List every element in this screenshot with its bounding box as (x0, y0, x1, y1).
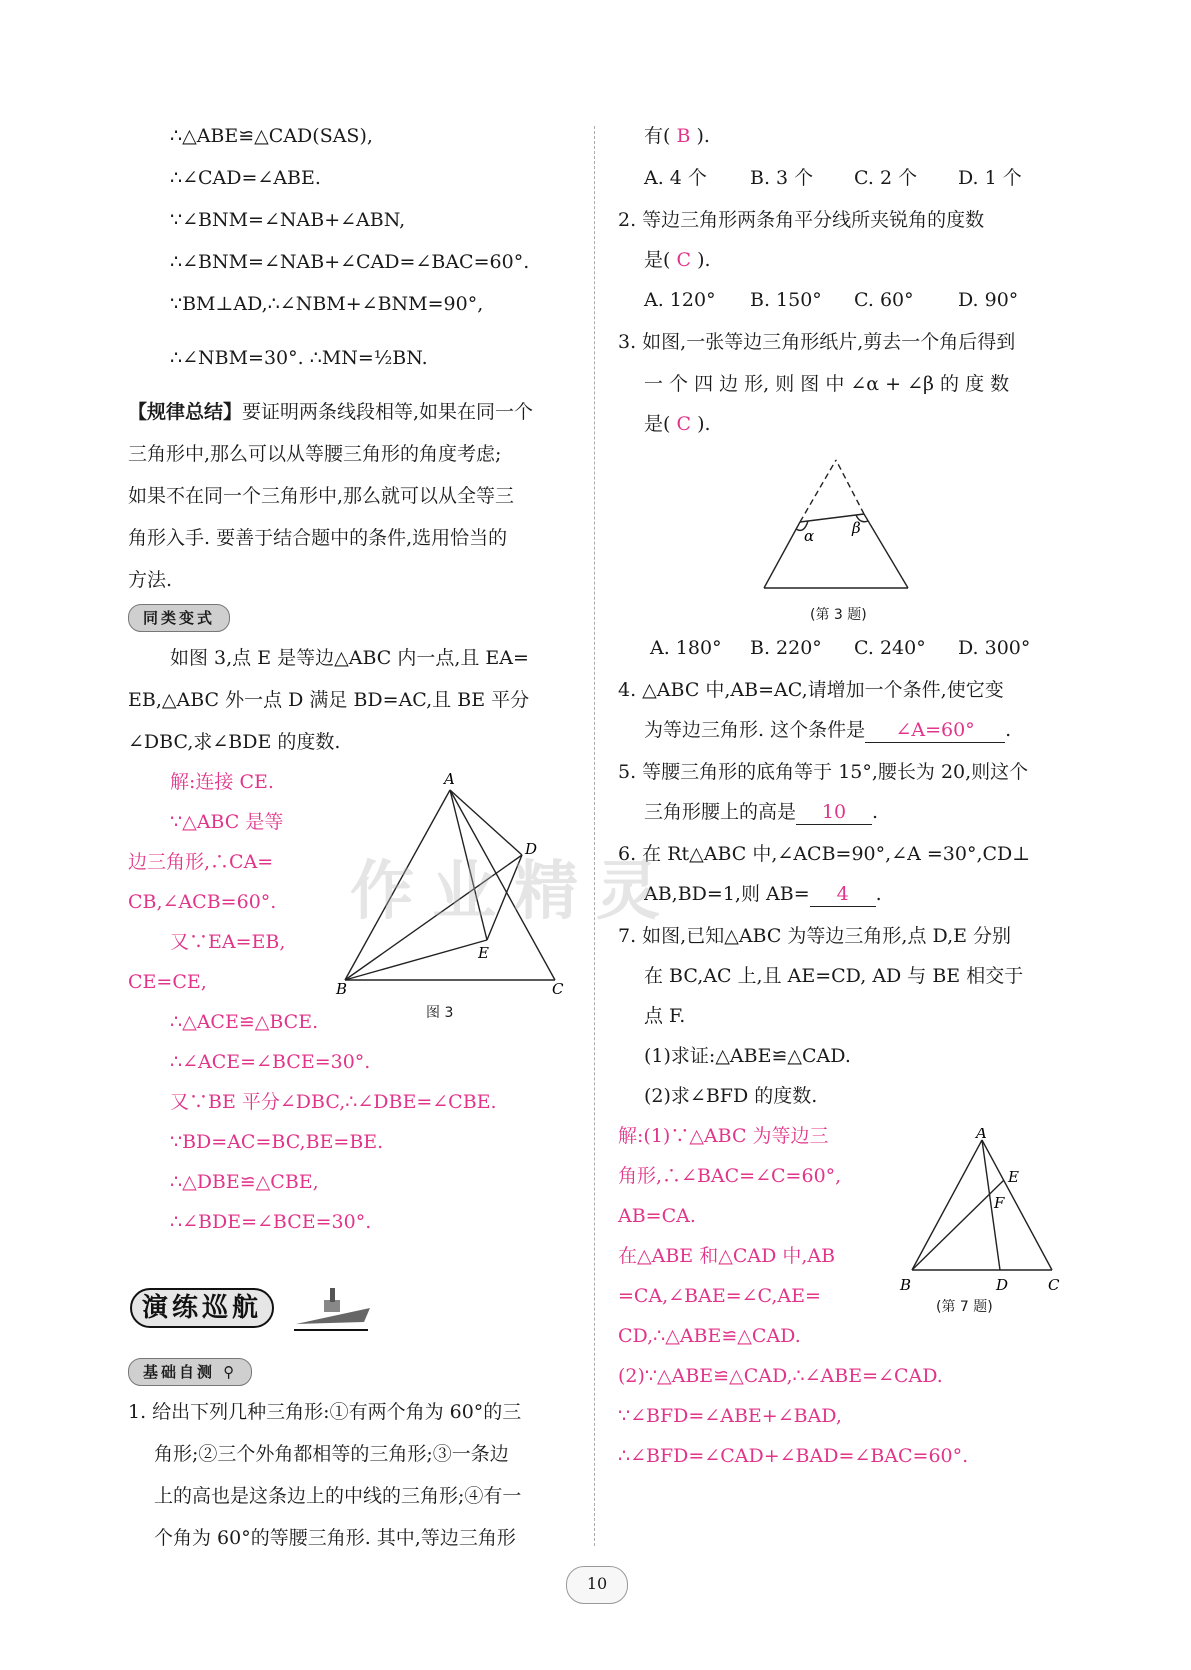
q6-line: 6. 在 Rt△ABC 中,∠ACB=90°,∠A =30°,CD⊥ (618, 843, 1031, 865)
label-c: C (552, 980, 564, 998)
variant-problem-line: 如图 3,点 E 是等边△ABC 内一点,且 EA= (170, 647, 529, 669)
q3-option-b: B. 220° (750, 637, 822, 659)
proof-line: ∴∠CAD=∠ABE. (170, 167, 321, 189)
q1-option-a: A. 4 个 (644, 167, 707, 189)
basic-test-tag (128, 1358, 252, 1386)
q2-option-a: A. 120° (644, 289, 716, 311)
q3-left-edge (764, 522, 800, 588)
segment-be (345, 940, 487, 980)
summary-line: 如果不在同一个三角形中,那么就可以从全等三 (128, 485, 515, 507)
q7-label-d: D (996, 1276, 1009, 1294)
ship-icon (294, 1278, 374, 1334)
q4-tail-prefix: 为等边三角形. 这个条件是 (644, 719, 866, 741)
q7-label-f: F (994, 1194, 1005, 1212)
proof-line: ∴∠BNM=∠NAB+∠CAD=∠BAC=60°. (170, 251, 530, 273)
q1-tail-suffix: ). (696, 125, 710, 147)
q2-option-d: D. 90° (958, 289, 1019, 311)
column-divider (594, 126, 595, 1546)
q7-solution-line: ∴∠BFD=∠CAD+∠BAD=∠BAC=60°. (618, 1445, 969, 1467)
q7-line: 在 BC,AC 上,且 AE=CD, AD 与 BE 相交于 (644, 965, 1024, 987)
proof-line: ∴∠NBM=30°. ∴MN=½BN. (170, 347, 428, 369)
label-a: A (444, 770, 455, 788)
q2-tail (644, 248, 711, 272)
q1-option-d: D. 1 个 (958, 167, 1022, 189)
q3-tail-suffix: ). (697, 413, 711, 435)
q4-tail-suffix: . (1005, 719, 1012, 741)
q7-diagram (898, 1128, 1068, 1298)
q2-tail-prefix: 是( (644, 249, 671, 271)
q3-caption: (第 3 题) (810, 607, 867, 623)
variant-tag: 同类变式 (128, 604, 230, 632)
q7-line: 点 F. (644, 1005, 686, 1027)
practice-banner-text: 演练巡航 (130, 1288, 274, 1328)
proof-line: ∵BM⊥AD,∴∠NBM+∠BNM=90°, (170, 293, 484, 315)
label-b: B (336, 980, 348, 998)
q6-answer: 4 (810, 882, 876, 907)
q7-solution-line: 角形,∴∠BAC=∠C=60°, (618, 1165, 842, 1187)
q6-tail-suffix: . (875, 883, 882, 905)
q3-tail-prefix: 是( (644, 413, 671, 435)
q3-line: 一 个 四 边 形, 则 图 中 ∠α + ∠β 的 度 数 (644, 373, 1010, 395)
solution-line: CE=CE, (128, 971, 207, 993)
summary-line: 方法. (128, 569, 173, 591)
summary-line: 角形入手. 要善于结合题中的条件,选用恰当的 (128, 527, 508, 549)
q7-solution-line: (2)∵△ABE≌△CAD,∴∠ABE=∠CAD. (618, 1365, 943, 1387)
solution-line: ∵△ABC 是等 (170, 811, 284, 833)
q7-solution-line: =CA,∠BAE=∠C,AE= (618, 1285, 821, 1307)
q2-answer: C (676, 249, 692, 271)
solution-line: 解:连接 CE. (170, 771, 274, 793)
q6-tail-prefix: AB,BD=1,则 AB= (644, 883, 810, 905)
variant-problem-line: ∠DBC,求∠BDE 的度数. (128, 731, 341, 753)
q1-line: 个角为 60°的等腰三角形. 其中,等边三角形 (154, 1527, 516, 1549)
q1-tail-prefix: 有( (644, 125, 671, 147)
q3-option-d: D. 300° (958, 637, 1031, 659)
practice-banner (124, 1278, 374, 1334)
solution-line: ∴∠ACE=∠BCE=30°. (170, 1051, 371, 1073)
q7-solution-line: ∵∠BFD=∠ABE+∠BAD, (618, 1405, 842, 1427)
basic-test-label: 基础自测 (143, 1363, 216, 1381)
q3-dashed-right (836, 460, 864, 514)
q4-line: 4. △ABC 中,AB=AC,请增加一个条件,使它变 (618, 679, 1004, 701)
q3-dashed-left (800, 460, 836, 522)
q7-label-b: B (900, 1276, 912, 1294)
q3-label-alpha: α (804, 527, 815, 545)
proof-line: ∴△ABE≌△CAD(SAS), (170, 125, 373, 147)
q7-line: (2)求∠BFD 的度数. (644, 1085, 818, 1107)
solution-line: ∴△ACE≌△BCE. (170, 1011, 319, 1033)
q5-tail (644, 800, 878, 825)
solution-line: 边三角形,∴CA= (128, 851, 274, 873)
q7-line: (1)求证:△ABE≌△CAD. (644, 1045, 851, 1067)
watermark: 作业精灵 (350, 855, 678, 929)
solution-line: CB,∠ACB=60°. (128, 891, 277, 913)
q7-label-e: E (1008, 1168, 1019, 1186)
q2-line: 2. 等边三角形两条角平分线所夹锐角的度数 (618, 209, 985, 231)
q5-line: 5. 等腰三角形的底角等于 15°,腰长为 20,则这个 (618, 761, 1029, 783)
q7-solution-line: 在△ABE 和△CAD 中,AB (618, 1245, 836, 1267)
variant-problem-line: EB,△ABC 外一点 D 满足 BD=AC,且 BE 平分 (128, 689, 530, 711)
summary-line: 三角形中,那么可以从等腰三角形的角度考虑; (128, 443, 502, 465)
q4-answer: ∠A=60° (865, 718, 1005, 743)
summary-first-line (128, 400, 533, 424)
solution-line: ∵BD=AC=BC,BE=BE. (170, 1131, 384, 1153)
q2-tail-suffix: ). (697, 249, 711, 271)
q7-solution-line: AB=CA. (618, 1205, 696, 1227)
page-number: 10 (566, 1566, 628, 1604)
q1-option-c: C. 2 个 (854, 167, 918, 189)
q3-tail (644, 412, 711, 436)
q7-line: 7. 如图,已知△ABC 为等边三角形,点 D,E 分别 (618, 925, 1012, 947)
solution-line: 又∵BE 平分∠DBC,∴∠DBE=∠CBE. (170, 1091, 497, 1113)
q3-answer: C (676, 413, 692, 435)
q3-right-edge (864, 514, 908, 588)
q5-answer: 10 (796, 800, 872, 825)
q7-solution-line: 解:(1)∵△ABC 为等边三 (618, 1125, 829, 1147)
q6-tail (644, 882, 882, 907)
q1-answer: B (676, 125, 691, 147)
q2-option-c: C. 60° (854, 289, 914, 311)
summary-label: 【规律总结】 (128, 401, 243, 423)
q2-option-b: B. 150° (750, 289, 822, 311)
q1-option-b: B. 3 个 (750, 167, 814, 189)
q5-tail-prefix: 三角形腰上的高是 (644, 801, 797, 823)
q3-option-a: A. 180° (650, 637, 722, 659)
label-d: D (525, 840, 538, 858)
q7-label-c: C (1048, 1276, 1060, 1294)
proof-line: ∵∠BNM=∠NAB+∠ABN, (170, 209, 406, 231)
q4-tail (644, 718, 1011, 743)
q3-label-beta: β (852, 519, 861, 537)
q1-line: 角形;②三个外角都相等的三角形;③一条边 (154, 1443, 509, 1465)
label-e: E (478, 944, 489, 962)
q7-segment-be (912, 1180, 1004, 1270)
q3-line: 3. 如图,一张等边三角形纸片,剪去一个角后得到 (618, 331, 1016, 353)
q5-tail-suffix: . (872, 801, 879, 823)
q7-solution-line: CD,∴△ABE≌△CAD. (618, 1325, 801, 1347)
q7-caption: (第 7 题) (936, 1299, 993, 1315)
q1-line: 1. 给出下列几种三角形:①有两个角为 60°的三 (128, 1401, 522, 1423)
q1-tail (644, 124, 710, 148)
magnifier-icon: ⚲ (223, 1363, 238, 1381)
summary-text: 要证明两条线段相等,如果在同一个 (242, 401, 534, 423)
q3-option-c: C. 240° (854, 637, 926, 659)
figure-3-caption: 图 3 (426, 1005, 454, 1021)
q7-label-a: A (976, 1128, 987, 1142)
solution-line: 又∵EA=EB, (170, 931, 286, 953)
q1-line: 上的高也是这条边上的中线的三角形;④有一 (154, 1485, 522, 1507)
solution-line: ∴∠BDE=∠BCE=30°. (170, 1211, 372, 1233)
q7-segment-ab (912, 1140, 982, 1270)
q7-segment-ac (982, 1140, 1052, 1270)
q3-diagram (760, 456, 920, 596)
solution-line: ∴△DBE≌△CBE, (170, 1171, 319, 1193)
